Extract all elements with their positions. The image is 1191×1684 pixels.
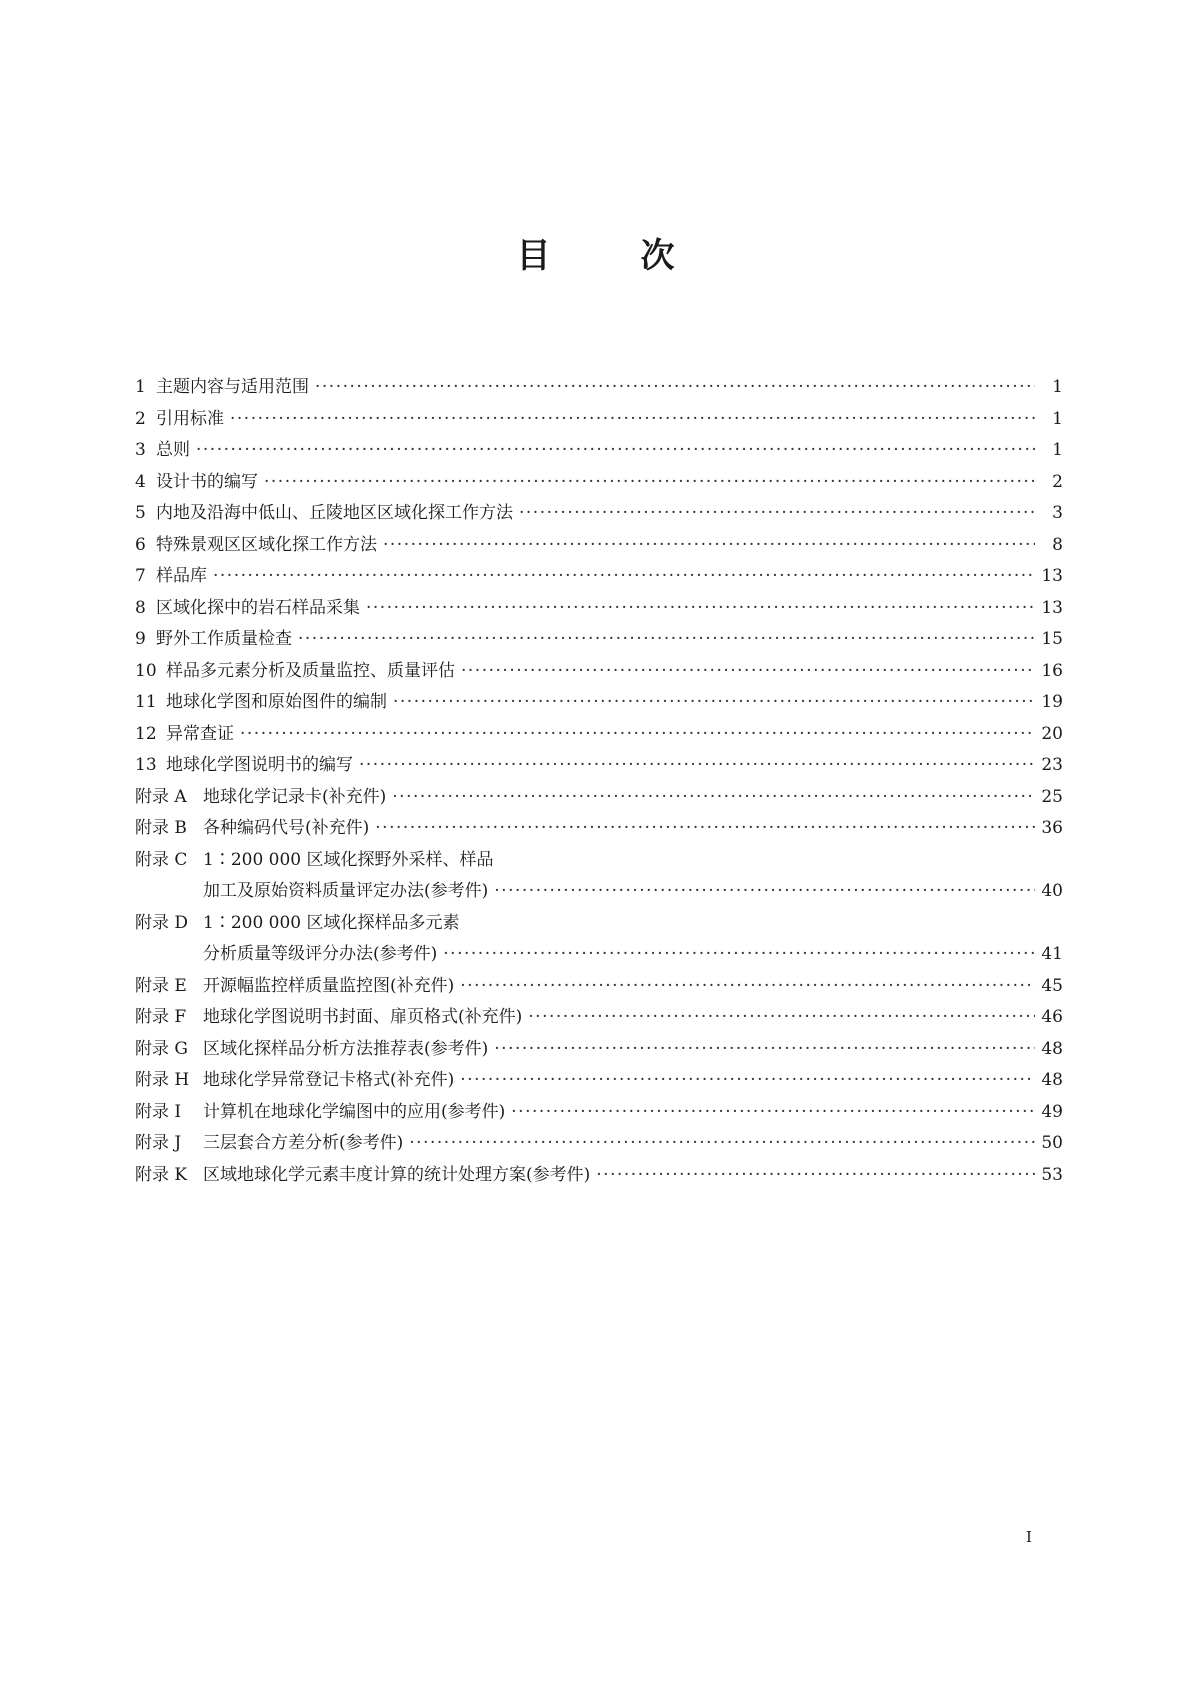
toc-entry-number: 4 [135, 471, 146, 492]
toc-entry [135, 971, 1063, 1003]
toc-entry-title: 异常查证 [166, 723, 234, 744]
toc-entry-page: 1 [1052, 377, 1063, 397]
toc-entry-title: 地球化学图说明书的编写 [166, 755, 353, 775]
dot-leader [494, 1034, 1035, 1066]
toc-entry-title: 地球化学记录卡(补充件) [203, 786, 387, 807]
toc-entry [135, 687, 1063, 719]
toc-entry-title: 样品库 [156, 566, 207, 586]
toc-entry [135, 939, 1063, 971]
toc-entry [135, 719, 1063, 751]
toc-entry [135, 530, 1063, 562]
toc-entry-page: 15 [1041, 629, 1063, 649]
toc-entry [135, 624, 1063, 656]
toc-entry-number: 7 [135, 566, 146, 586]
toc-entry-page: 1 [1052, 408, 1063, 429]
table-of-contents [135, 372, 1063, 1191]
dot-leader [264, 467, 1035, 499]
title-char-1: 目 [516, 236, 551, 276]
toc-entry-number: 1 [135, 377, 146, 397]
dot-leader [461, 656, 1035, 688]
toc-entry [135, 1128, 1063, 1160]
toc-entry-number: 9 [135, 629, 146, 649]
toc-entry-page: 16 [1041, 660, 1063, 681]
dot-leader [409, 1128, 1035, 1160]
toc-entry [135, 845, 1063, 877]
toc-entry-number: 2 [135, 408, 146, 429]
toc-entry-title: 1∶200 000 区域化探野外采样、样品 [203, 849, 494, 870]
dot-leader [383, 530, 1035, 562]
toc-entry [135, 561, 1063, 593]
toc-entry-page: 2 [1052, 471, 1063, 492]
toc-entry-page: 36 [1041, 818, 1063, 838]
toc-entry-page: 41 [1041, 944, 1063, 964]
toc-entry-page: 20 [1041, 723, 1063, 744]
toc-entry-number: 附录 D [135, 912, 189, 933]
toc-entry-number: 6 [135, 534, 146, 555]
toc-entry [135, 467, 1063, 499]
toc-entry-title: 设计书的编写 [156, 471, 258, 492]
toc-entry-number: 附录 A [135, 786, 187, 807]
toc-entry-number: 12 [135, 723, 157, 744]
toc-entry-page: 19 [1041, 692, 1063, 712]
toc-entry-title: 区域化探样品分析方法推荐表(参考件) [203, 1038, 489, 1059]
toc-entry-page: 8 [1052, 534, 1063, 555]
toc-entry-page: 46 [1041, 1007, 1063, 1027]
toc-entry-number: 8 [135, 597, 146, 618]
toc-entry-page: 45 [1041, 975, 1063, 996]
toc-entry [135, 404, 1063, 436]
toc-entry-number: 附录 J [135, 1133, 182, 1153]
toc-entry-page: 49 [1041, 1101, 1063, 1122]
dot-leader [366, 593, 1035, 625]
toc-entry [135, 498, 1063, 530]
dot-leader [213, 561, 1035, 593]
title-char-2: 次 [640, 236, 675, 276]
toc-entry-title: 野外工作质量检查 [156, 629, 292, 649]
toc-entry-title: 各种编码代号(补充件) [203, 818, 370, 838]
toc-entry-number: 11 [135, 692, 157, 712]
toc-entry-page: 50 [1041, 1133, 1063, 1153]
dot-leader [196, 435, 1035, 467]
toc-entry-title: 主题内容与适用范围 [156, 377, 309, 397]
toc-entry-number: 附录 K [135, 1164, 188, 1185]
dot-leader [315, 372, 1035, 404]
toc-entry-number: 附录 E [135, 975, 187, 996]
dot-leader [528, 1002, 1035, 1034]
toc-entry-number: 附录 G [135, 1038, 188, 1059]
dot-leader [393, 687, 1035, 719]
toc-entry-title: 三层套合方差分析(参考件) [203, 1133, 404, 1153]
dot-leader [392, 782, 1035, 814]
toc-entry-page: 3 [1052, 503, 1063, 523]
toc-entry-title: 特殊景观区区域化探工作方法 [156, 534, 377, 555]
dot-leader [519, 498, 1035, 530]
toc-entry-number: 附录 C [135, 849, 188, 870]
toc-entry [135, 372, 1063, 404]
dot-leader [460, 1065, 1035, 1097]
toc-entry-page: 53 [1041, 1164, 1063, 1185]
toc-entry-title: 内地及沿海中低山、丘陵地区区域化探工作方法 [156, 503, 513, 523]
toc-entry-title: 样品多元素分析及质量监控、质量评估 [166, 660, 455, 681]
page-number: I [1026, 1528, 1032, 1546]
toc-entry-page: 48 [1041, 1070, 1063, 1090]
toc-entry [135, 1160, 1063, 1192]
toc-entry-number: 附录 B [135, 818, 187, 838]
toc-entry [135, 1097, 1063, 1129]
toc-entry [135, 1034, 1063, 1066]
toc-entry-title: 地球化学图和原始图件的编制 [166, 692, 387, 712]
dot-leader [596, 1160, 1035, 1192]
toc-entry-number: 5 [135, 503, 146, 523]
dot-leader [511, 1097, 1035, 1129]
toc-entry [135, 908, 1063, 940]
toc-entry [135, 750, 1063, 782]
toc-entry-title: 分析质量等级评分办法(参考件) [203, 944, 438, 964]
toc-entry [135, 1065, 1063, 1097]
toc-entry-number: 附录 I [135, 1101, 182, 1122]
toc-entry-title: 开源幅监控样质量监控图(补充件) [203, 975, 455, 996]
toc-entry [135, 782, 1063, 814]
toc-entry-number: 10 [135, 660, 157, 681]
toc-entry-title: 区域化探中的岩石样品采集 [156, 597, 360, 618]
toc-entry [135, 1002, 1063, 1034]
dot-leader [230, 404, 1035, 436]
toc-entry-title: 计算机在地球化学编图中的应用(参考件) [203, 1101, 506, 1122]
page-title [0, 228, 1191, 277]
toc-entry-title: 总则 [156, 440, 190, 460]
dot-leader [298, 624, 1035, 656]
toc-entry [135, 813, 1063, 845]
toc-entry-number: 13 [135, 755, 157, 775]
toc-entry [135, 593, 1063, 625]
toc-entry [135, 656, 1063, 688]
toc-entry-title: 区域地球化学元素丰度计算的统计处理方案(参考件) [203, 1164, 591, 1185]
toc-entry-title: 加工及原始资料质量评定办法(参考件) [203, 881, 489, 901]
toc-entry-page: 25 [1041, 786, 1063, 807]
toc-entry-number: 附录 F [135, 1007, 187, 1027]
toc-entry-title: 地球化学图说明书封面、扉页格式(补充件) [203, 1007, 523, 1027]
toc-entry-title: 1∶200 000 区域化探样品多元素 [203, 912, 460, 933]
toc-entry-page: 1 [1052, 440, 1063, 460]
toc-entry-page: 13 [1041, 566, 1063, 586]
dot-leader [443, 939, 1035, 971]
toc-entry-page: 40 [1041, 881, 1063, 901]
dot-leader [460, 971, 1035, 1003]
dot-leader [494, 876, 1035, 908]
toc-entry-page: 13 [1041, 597, 1063, 618]
toc-entry [135, 435, 1063, 467]
toc-entry-title: 引用标准 [156, 408, 224, 429]
dot-leader [375, 813, 1035, 845]
toc-entry-number: 3 [135, 440, 146, 460]
toc-entry [135, 876, 1063, 908]
dot-leader [359, 750, 1035, 782]
toc-entry-page: 23 [1041, 755, 1063, 775]
toc-entry-title: 地球化学异常登记卡格式(补充件) [203, 1070, 455, 1090]
dot-leader [240, 719, 1035, 751]
toc-entry-number: 附录 H [135, 1070, 190, 1090]
toc-entry-page: 48 [1041, 1038, 1063, 1059]
